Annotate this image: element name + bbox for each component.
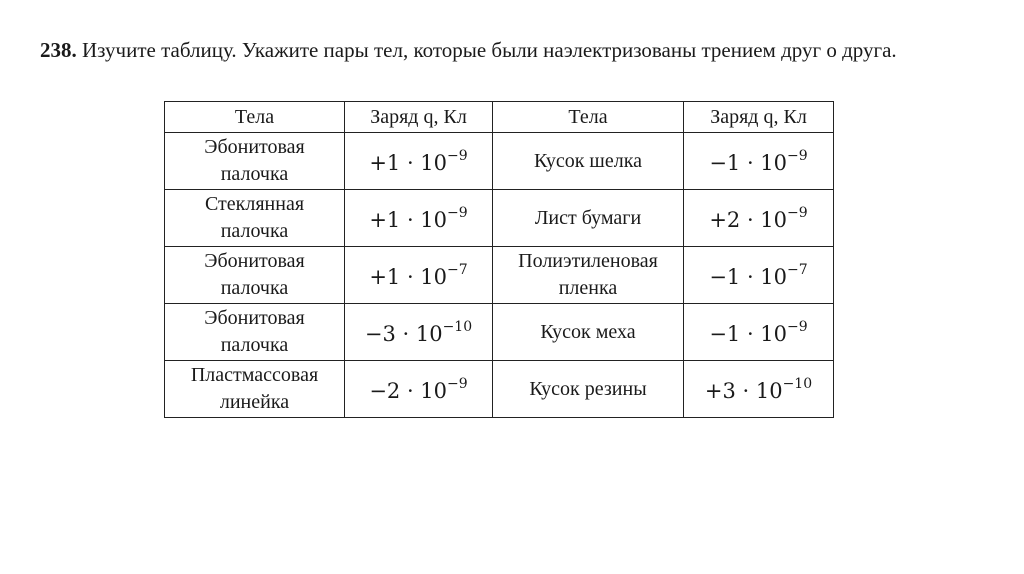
body-cell: Эбонитовая палочка — [165, 133, 345, 190]
body-cell: Полиэтиленовая пленка — [493, 247, 684, 304]
charge-cell: $-3 \cdot 10^{-10}$ — [345, 304, 493, 361]
charge-cell: $+3 \cdot 10^{-10}$ — [684, 361, 834, 418]
task-number: 238. — [40, 38, 77, 62]
charge-cell: $-1 \cdot 10^{-9}$ — [684, 304, 834, 361]
table-row — [165, 247, 834, 304]
task-text: Изучите таблицу. Укажите пары тел, которые были наэлектризованы трением друг о друга. — [76, 38, 897, 62]
table-row — [165, 190, 834, 247]
charge-cell: $+1 \cdot 10^{-9}$ — [345, 133, 493, 190]
table-row — [165, 361, 834, 418]
header-charge-2: Заряд q, Кл — [684, 102, 834, 133]
body-cell: Кусок меха — [493, 304, 684, 361]
charge-cell: $-2 \cdot 10^{-9}$ — [345, 361, 493, 418]
charge-cell: $+1 \cdot 10^{-9}$ — [345, 190, 493, 247]
body-cell: Эбонитовая палочка — [165, 304, 345, 361]
charge-cell: $-1 \cdot 10^{-7}$ — [684, 247, 834, 304]
body-cell: Пластмассовая линейка — [165, 361, 345, 418]
header-bodies-1: Тела — [165, 102, 345, 133]
charge-cell: $-1 \cdot 10^{-9}$ — [684, 133, 834, 190]
body-cell: Стеклянная палочка — [165, 190, 345, 247]
body-cell: Кусок резины — [493, 361, 684, 418]
body-cell: Эбонитовая палочка — [165, 247, 345, 304]
body-cell: Кусок шелка — [493, 133, 684, 190]
charge-cell: $+2 \cdot 10^{-9}$ — [684, 190, 834, 247]
table-header-row — [165, 102, 834, 133]
charge-cell: $+1 \cdot 10^{-7}$ — [345, 247, 493, 304]
header-bodies-2: Тела — [493, 102, 684, 133]
body-cell: Лист бумаги — [493, 190, 684, 247]
table-row — [165, 304, 834, 361]
charges-table — [164, 101, 834, 418]
task-statement — [40, 33, 990, 67]
header-charge-1: Заряд q, Кл — [345, 102, 493, 133]
table-row — [165, 133, 834, 190]
